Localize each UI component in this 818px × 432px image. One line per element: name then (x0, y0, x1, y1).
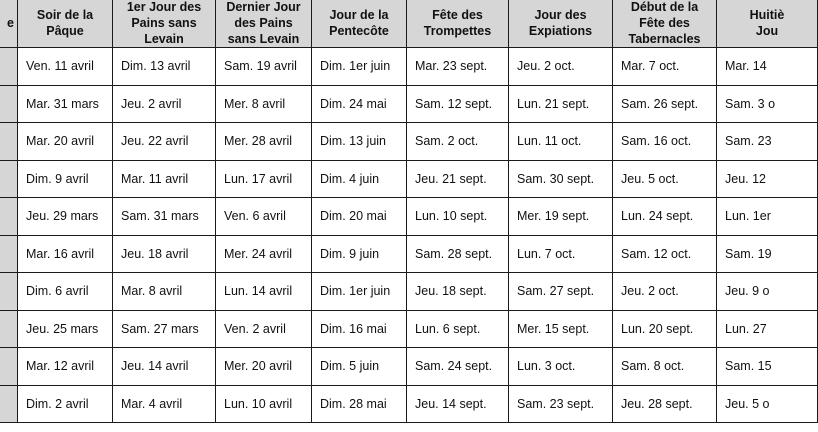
first-day-unleavened-bread-cell: Jeu. 2 avril (113, 85, 216, 123)
eighth-day-header: Huitiè Jou (717, 0, 818, 48)
tabernacles-start-cell: Sam. 26 sept. (613, 85, 717, 123)
table-row (0, 198, 818, 236)
tabernacles-start-cell: Sam. 8 oct. (613, 348, 717, 386)
passover-evening-cell: Dim. 9 avril (18, 160, 113, 198)
year-cell (0, 385, 18, 423)
atonement-cell: Mer. 19 sept. (509, 198, 613, 236)
year-cell (0, 160, 18, 198)
last-day-unleavened-bread-cell: Mer. 20 avril (216, 348, 312, 386)
first-day-unleavened-bread-cell: Sam. 31 mars (113, 198, 216, 236)
table-row (0, 123, 818, 161)
year-cell (0, 273, 18, 311)
eighth-day-cell: Jeu. 12 (717, 160, 818, 198)
atonement-cell: Mer. 15 sept. (509, 310, 613, 348)
last-day-unleavened-bread-header: Dernier Jour des Pains sans Levain (216, 0, 312, 48)
tabernacles-start-cell: Mar. 7 oct. (613, 48, 717, 86)
atonement-cell: Jeu. 2 oct. (509, 48, 613, 86)
atonement-cell: Lun. 3 oct. (509, 348, 613, 386)
pentecost-cell: Dim. 28 mai (312, 385, 407, 423)
pentecost-cell: Dim. 20 mai (312, 198, 407, 236)
last-day-unleavened-bread-cell: Lun. 17 avril (216, 160, 312, 198)
year-column-header: e (0, 0, 18, 48)
table-row (0, 160, 818, 198)
passover-evening-cell: Mar. 31 mars (18, 85, 113, 123)
trumpets-cell: Jeu. 14 sept. (407, 385, 509, 423)
header-row (0, 0, 818, 48)
trumpets-cell: Lun. 6 sept. (407, 310, 509, 348)
atonement-cell: Lun. 21 sept. (509, 85, 613, 123)
eighth-day-cell: Sam. 23 (717, 123, 818, 161)
passover-evening-cell: Mar. 12 avril (18, 348, 113, 386)
first-day-unleavened-bread-cell: Jeu. 18 avril (113, 235, 216, 273)
last-day-unleavened-bread-cell: Lun. 14 avril (216, 273, 312, 311)
year-cell (0, 235, 18, 273)
tabernacles-start-cell: Jeu. 5 oct. (613, 160, 717, 198)
trumpets-cell: Lun. 10 sept. (407, 198, 509, 236)
atonement-cell: Sam. 30 sept. (509, 160, 613, 198)
last-day-unleavened-bread-cell: Lun. 10 avril (216, 385, 312, 423)
year-cell (0, 48, 18, 86)
pentecost-cell: Dim. 1er juin (312, 273, 407, 311)
first-day-unleavened-bread-cell: Dim. 13 avril (113, 48, 216, 86)
first-day-unleavened-bread-header: 1er Jour des Pains sans Levain (113, 0, 216, 48)
trumpets-cell: Sam. 24 sept. (407, 348, 509, 386)
eighth-day-cell: Mar. 14 (717, 48, 818, 86)
tabernacles-start-cell: Lun. 24 sept. (613, 198, 717, 236)
passover-evening-cell: Mar. 20 avril (18, 123, 113, 161)
pentecost-cell: Dim. 5 juin (312, 348, 407, 386)
year-cell (0, 85, 18, 123)
year-cell (0, 310, 18, 348)
eighth-day-cell: Jeu. 5 o (717, 385, 818, 423)
table-row (0, 310, 818, 348)
trumpets-header: Fête des Trompettes (407, 0, 509, 48)
pentecost-cell: Dim. 24 mai (312, 85, 407, 123)
trumpets-cell: Jeu. 21 sept. (407, 160, 509, 198)
trumpets-cell: Sam. 2 oct. (407, 123, 509, 161)
last-day-unleavened-bread-cell: Ven. 6 avril (216, 198, 312, 236)
atonement-header: Jour des Expiations (509, 0, 613, 48)
tabernacles-start-cell: Jeu. 28 sept. (613, 385, 717, 423)
tabernacles-start-cell: Lun. 20 sept. (613, 310, 717, 348)
trumpets-cell: Mar. 23 sept. (407, 48, 509, 86)
tabernacles-start-header: Début de la Fête des Tabernacles (613, 0, 717, 48)
eighth-day-cell: Lun. 27 (717, 310, 818, 348)
tabernacles-start-cell: Sam. 12 oct. (613, 235, 717, 273)
trumpets-cell: Jeu. 18 sept. (407, 273, 509, 311)
atonement-cell: Sam. 27 sept. (509, 273, 613, 311)
table-row (0, 48, 818, 86)
eighth-day-cell: Lun. 1er (717, 198, 818, 236)
atonement-cell: Lun. 7 oct. (509, 235, 613, 273)
table-row (0, 385, 818, 423)
passover-evening-cell: Mar. 16 avril (18, 235, 113, 273)
eighth-day-cell: Jeu. 9 o (717, 273, 818, 311)
year-cell (0, 123, 18, 161)
first-day-unleavened-bread-cell: Jeu. 22 avril (113, 123, 216, 161)
passover-evening-cell: Jeu. 29 mars (18, 198, 113, 236)
pentecost-cell: Dim. 13 juin (312, 123, 407, 161)
last-day-unleavened-bread-cell: Sam. 19 avril (216, 48, 312, 86)
trumpets-cell: Sam. 28 sept. (407, 235, 509, 273)
pentecost-cell: Dim. 4 juin (312, 160, 407, 198)
pentecost-cell: Dim. 9 juin (312, 235, 407, 273)
pentecost-cell: Dim. 16 mai (312, 310, 407, 348)
first-day-unleavened-bread-cell: Sam. 27 mars (113, 310, 216, 348)
pentecost-header: Jour de la Pentecôte (312, 0, 407, 48)
year-cell (0, 348, 18, 386)
trumpets-cell: Sam. 12 sept. (407, 85, 509, 123)
table-body (0, 48, 818, 423)
passover-evening-cell: Ven. 11 avril (18, 48, 113, 86)
atonement-cell: Sam. 23 sept. (509, 385, 613, 423)
passover-evening-cell: Jeu. 25 mars (18, 310, 113, 348)
eighth-day-cell: Sam. 15 (717, 348, 818, 386)
table-row (0, 348, 818, 386)
tabernacles-start-cell: Jeu. 2 oct. (613, 273, 717, 311)
last-day-unleavened-bread-cell: Mer. 28 avril (216, 123, 312, 161)
first-day-unleavened-bread-cell: Mar. 11 avril (113, 160, 216, 198)
passover-evening-header: Soir de la Pâque (18, 0, 113, 48)
eighth-day-cell: Sam. 3 o (717, 85, 818, 123)
last-day-unleavened-bread-cell: Mer. 24 avril (216, 235, 312, 273)
passover-evening-cell: Dim. 6 avril (18, 273, 113, 311)
last-day-unleavened-bread-cell: Mer. 8 avril (216, 85, 312, 123)
first-day-unleavened-bread-cell: Mar. 4 avril (113, 385, 216, 423)
year-cell (0, 198, 18, 236)
first-day-unleavened-bread-cell: Mar. 8 avril (113, 273, 216, 311)
last-day-unleavened-bread-cell: Ven. 2 avril (216, 310, 312, 348)
pentecost-cell: Dim. 1er juin (312, 48, 407, 86)
first-day-unleavened-bread-cell: Jeu. 14 avril (113, 348, 216, 386)
atonement-cell: Lun. 11 oct. (509, 123, 613, 161)
tabernacles-start-cell: Sam. 16 oct. (613, 123, 717, 161)
passover-evening-cell: Dim. 2 avril (18, 385, 113, 423)
eighth-day-cell: Sam. 19 (717, 235, 818, 273)
table-row (0, 85, 818, 123)
table-row (0, 235, 818, 273)
table-row (0, 273, 818, 311)
